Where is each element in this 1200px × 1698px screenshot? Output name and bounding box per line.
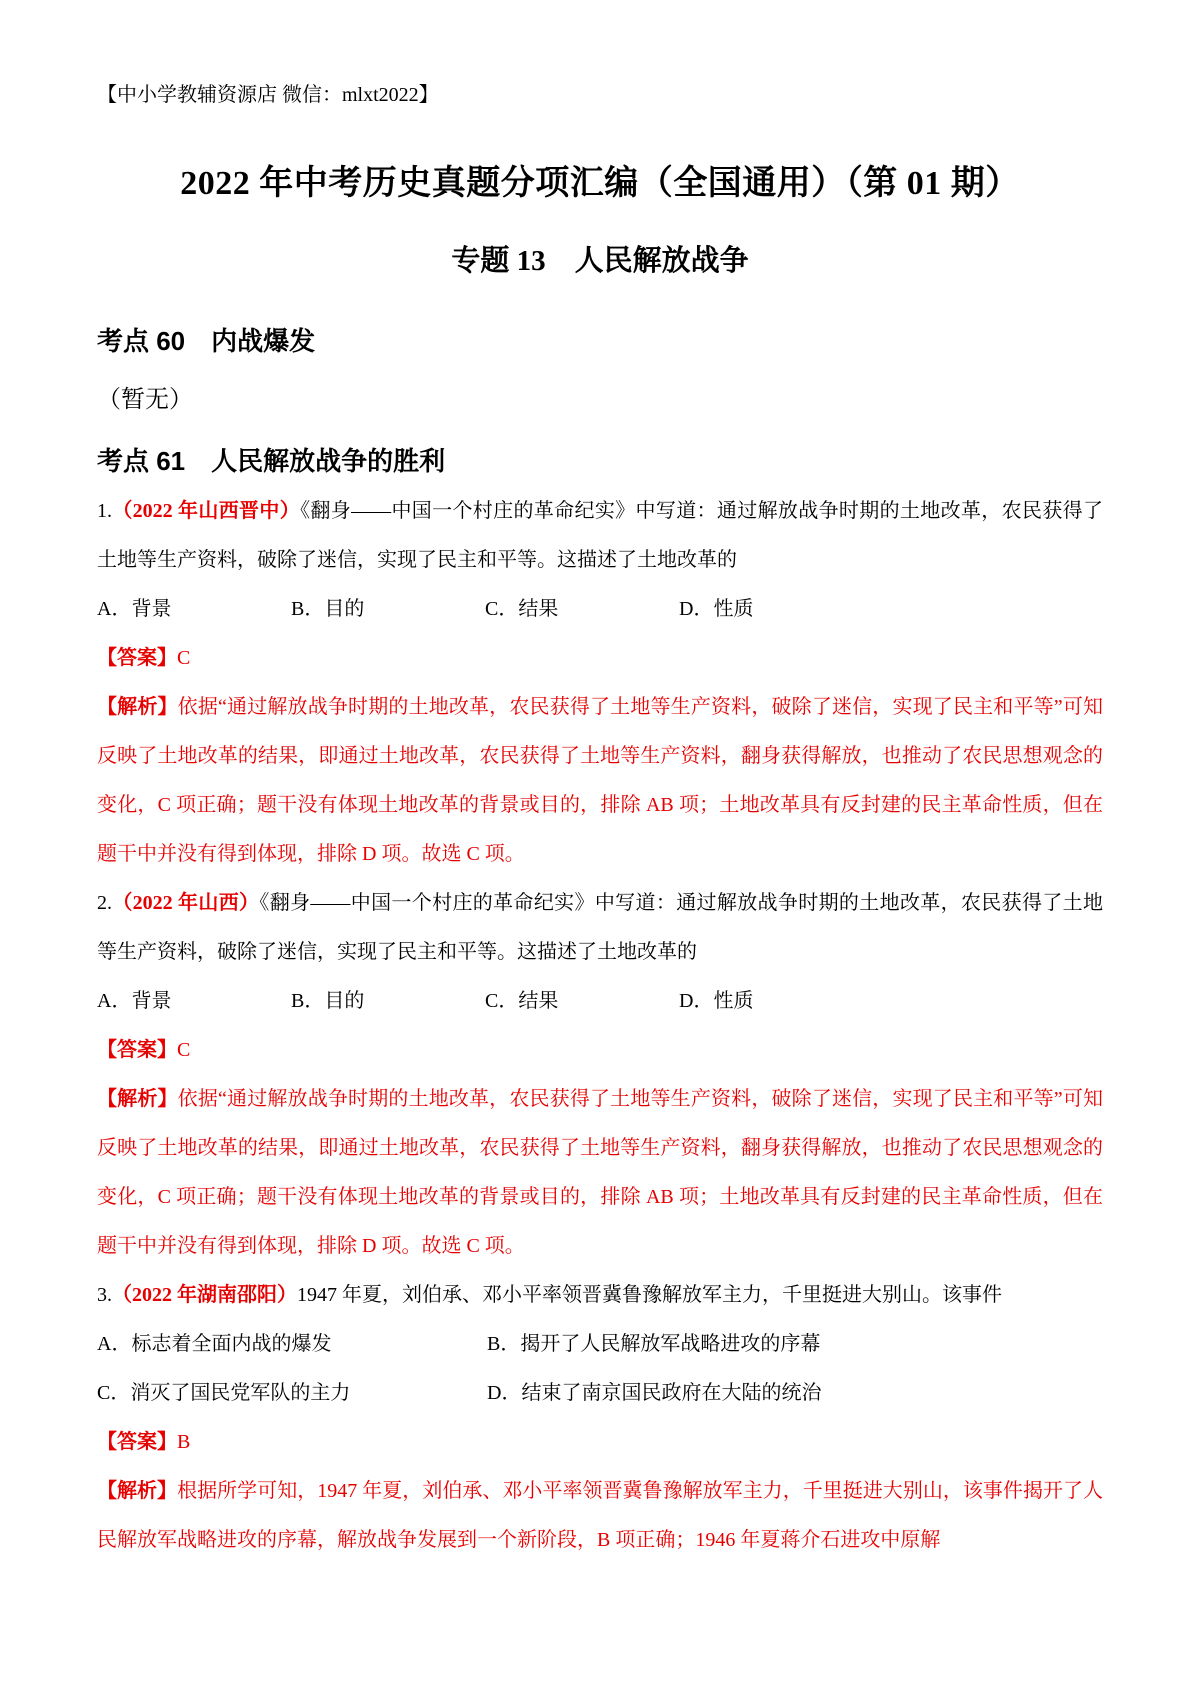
section-heading-kaodian-61: 考点 61 人民解放战争的胜利 xyxy=(97,446,446,476)
answer-label: 【答案】 xyxy=(97,647,177,669)
question-3-analysis-text: 根据所学可知，1947 年夏，刘伯承、邓小平率领晋冀鲁豫解放军主力，千里挺进大别山，该事件揭开了人民解放军战略进攻的序幕，解放战争发展到一个新阶段，B 项正确；1946 年夏蒋介石进攻中原解 xyxy=(97,1480,1104,1551)
question-2-source-tag: （2022 年山西） xyxy=(112,892,260,914)
analysis-label: 【解析】 xyxy=(97,1088,178,1110)
question-1-stem-text: 《翻身——中国一个村庄的革命纪实》中写道：通过解放战争时期的土地改革，农民获得了土地等生产资料，破除了迷信，实现了民主和平等。这描述了土地改革的 xyxy=(97,500,1104,571)
question-2-options-row xyxy=(97,977,1103,1026)
section-placeholder-empty: （暂无） xyxy=(97,387,193,413)
question-3-analysis xyxy=(97,1467,1103,1565)
question-2-option-a: A．背景 xyxy=(97,990,172,1012)
question-1-options-row xyxy=(97,585,1103,634)
question-2-answer-value: C xyxy=(177,1039,191,1061)
question-1-option-c: C．结果 xyxy=(485,598,559,620)
question-3 xyxy=(97,1271,1103,1565)
question-3-stem-text: 1947 年夏，刘伯承、邓小平率领晋冀鲁豫解放军主力，千里挺进大别山。该事件 xyxy=(297,1284,1002,1306)
question-2-number: 2. xyxy=(97,892,112,914)
question-3-number: 3. xyxy=(97,1284,112,1306)
question-1-source-tag: （2022 年山西晋中） xyxy=(112,500,301,522)
question-3-option-d: D．结束了南京国民政府在大陆的统治 xyxy=(487,1382,822,1404)
question-3-options-row-1 xyxy=(97,1320,1103,1369)
document-subtitle: 专题 13 人民解放战争 xyxy=(451,245,749,277)
question-1-option-a: A．背景 xyxy=(97,598,172,620)
question-1-option-d: D．性质 xyxy=(679,598,754,620)
question-3-options-row-2 xyxy=(97,1369,1103,1418)
question-3-option-c: C．消灭了国民党军队的主力 xyxy=(97,1382,351,1404)
question-2-answer-line xyxy=(97,1026,1103,1075)
answer-label: 【答案】 xyxy=(97,1039,177,1061)
question-1-stem xyxy=(97,487,1103,585)
question-1 xyxy=(97,487,1103,879)
question-2-stem xyxy=(97,879,1103,977)
analysis-label: 【解析】 xyxy=(97,696,178,718)
question-2-option-b: B．目的 xyxy=(291,990,365,1012)
question-3-answer-value: B xyxy=(177,1431,191,1453)
question-3-stem xyxy=(97,1271,1103,1320)
question-2-option-c: C．结果 xyxy=(485,990,559,1012)
question-3-option-b: B．揭开了人民解放军战略进攻的序幕 xyxy=(487,1333,821,1355)
question-2 xyxy=(97,879,1103,1271)
question-3-answer-line xyxy=(97,1418,1103,1467)
question-3-option-a: A．标志着全面内战的爆发 xyxy=(97,1333,332,1355)
question-2-option-d: D．性质 xyxy=(679,990,754,1012)
question-2-analysis-text: 依据“通过解放战争时期的土地改革，农民获得了土地等生产资料，破除了迷信，实现了民主和平等”可知反映了土地改革的结果，即通过土地改革，农民获得了土地等生产资料，翻身获得解放，也推动了农民思想观念的变化，C 项正确；题干没有体现土地改革的背景或目的，排除 AB 项；土地改革具有反封建的民主革命性质，但在题干中并没有得到体现，排除 D 项。故选 C 项。 xyxy=(97,1088,1104,1257)
document-title: 2022 年中考历史真题分项汇编（全国通用）（第 01 期） xyxy=(180,165,1020,202)
question-3-source-tag: （2022 年湖南邵阳） xyxy=(112,1284,297,1306)
question-1-option-b: B．目的 xyxy=(291,598,365,620)
page-content xyxy=(0,83,1200,1565)
section-heading-kaodian-60: 考点 60 内战爆发 xyxy=(97,326,316,356)
answer-label: 【答案】 xyxy=(97,1431,177,1453)
question-1-answer-line xyxy=(97,634,1103,683)
question-2-stem-text: 《翻身——中国一个村庄的革命纪实》中写道：通过解放战争时期的土地改革，农民获得了土地等生产资料，破除了迷信，实现了民主和平等。这描述了土地改革的 xyxy=(97,892,1104,963)
question-2-analysis xyxy=(97,1075,1103,1271)
question-1-analysis-text: 依据“通过解放战争时期的土地改革，农民获得了土地等生产资料，破除了迷信，实现了民主和平等”可知反映了土地改革的结果，即通过土地改革，农民获得了土地等生产资料，翻身获得解放，也推动了农民思想观念的变化，C 项正确；题干没有体现土地改革的背景或目的，排除 AB 项；土地改革具有反封建的民主革命性质，但在题干中并没有得到体现，排除 D 项。故选 C 项。 xyxy=(97,696,1104,865)
question-1-analysis xyxy=(97,683,1103,879)
store-watermark: 【中小学教辅资源店 微信：mlxt2022】 xyxy=(97,84,439,106)
question-1-number: 1. xyxy=(97,500,112,522)
question-1-answer-value: C xyxy=(177,647,191,669)
analysis-label: 【解析】 xyxy=(97,1480,178,1502)
